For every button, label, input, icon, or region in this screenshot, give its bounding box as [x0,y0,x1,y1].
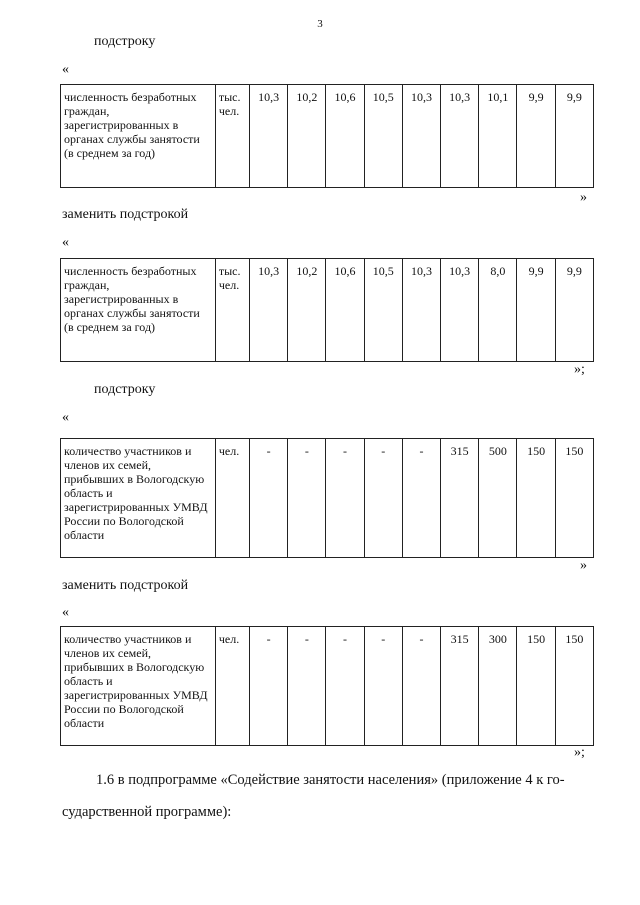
value-cell: - [364,439,402,558]
close-quote-1: » [580,190,587,205]
value-cell: 10,6 [326,259,364,362]
value-cell: 8,0 [479,259,517,362]
value-cell: 10,3 [250,259,288,362]
row-name: количество участников и членов их семей, прибывших в Вологодскую область и зарегистрированных УМВД России по Вологодской области [61,439,216,558]
data-table-4 [60,626,594,746]
paragraph-line-1: 1.6 в подпрограмме «Содействие занятости населения» (приложение 4 к го- [96,772,565,788]
value-cell: - [326,439,364,558]
value-cell: 10,3 [250,85,288,188]
value-cell: - [288,627,326,746]
value-cell: 10,2 [288,259,326,362]
table-row [61,627,594,746]
value-cell: 10,3 [402,85,440,188]
value-cell: 9,9 [555,85,593,188]
value-cell: 10,3 [441,259,479,362]
row-unit: тыс. чел. [215,85,249,188]
value-cell: 10,3 [402,259,440,362]
close-quote-3: » [580,558,587,573]
value-cell: - [402,627,440,746]
value-cell: 500 [479,439,517,558]
close-quote-4: »; [574,745,585,760]
intro-text-1: подстроку [94,34,156,49]
page-number: 3 [317,18,323,30]
row-unit: чел. [215,439,249,558]
value-cell: 150 [555,439,593,558]
value-cell: - [250,439,288,558]
row-name: численность безработных граждан, зарегистрированных в органах службы занятости (в среднем за год) [61,259,216,362]
value-cell: 9,9 [517,259,555,362]
open-quote-3: « [62,410,69,425]
table-row [61,85,594,188]
intro-text-3: подстроку [94,382,156,397]
row-name: количество участников и членов их семей, прибывших в Вологодскую область и зарегистрированных УМВД России по Вологодской области [61,627,216,746]
close-quote-2: »; [574,362,585,377]
value-cell: 10,5 [364,85,402,188]
open-quote-4: « [62,605,69,620]
row-name: численность безработных граждан, зарегистрированных в органах службы занятости (в среднем за год) [61,85,216,188]
table-row [61,439,594,558]
data-table-2 [60,258,594,362]
open-quote-2: « [62,235,69,250]
data-table-3 [60,438,594,558]
value-cell: 9,9 [517,85,555,188]
value-cell: 10,5 [364,259,402,362]
value-cell: 315 [441,627,479,746]
paragraph-line-2: сударственной программе): [62,804,232,820]
value-cell: 10,2 [288,85,326,188]
value-cell: 10,6 [326,85,364,188]
open-quote-1: « [62,62,69,77]
value-cell: 150 [517,439,555,558]
row-unit: чел. [215,627,249,746]
value-cell: - [364,627,402,746]
data-table-1 [60,84,594,188]
value-cell: 10,3 [441,85,479,188]
value-cell: 150 [555,627,593,746]
value-cell: 9,9 [555,259,593,362]
table-row [61,259,594,362]
value-cell: - [288,439,326,558]
value-cell: - [326,627,364,746]
value-cell: 300 [479,627,517,746]
row-unit: тыс. чел. [215,259,249,362]
value-cell: - [402,439,440,558]
value-cell: 150 [517,627,555,746]
value-cell: - [250,627,288,746]
intro-text-2: заменить подстрокой [62,207,189,222]
intro-text-4: заменить подстрокой [62,578,189,593]
value-cell: 10,1 [479,85,517,188]
value-cell: 315 [441,439,479,558]
